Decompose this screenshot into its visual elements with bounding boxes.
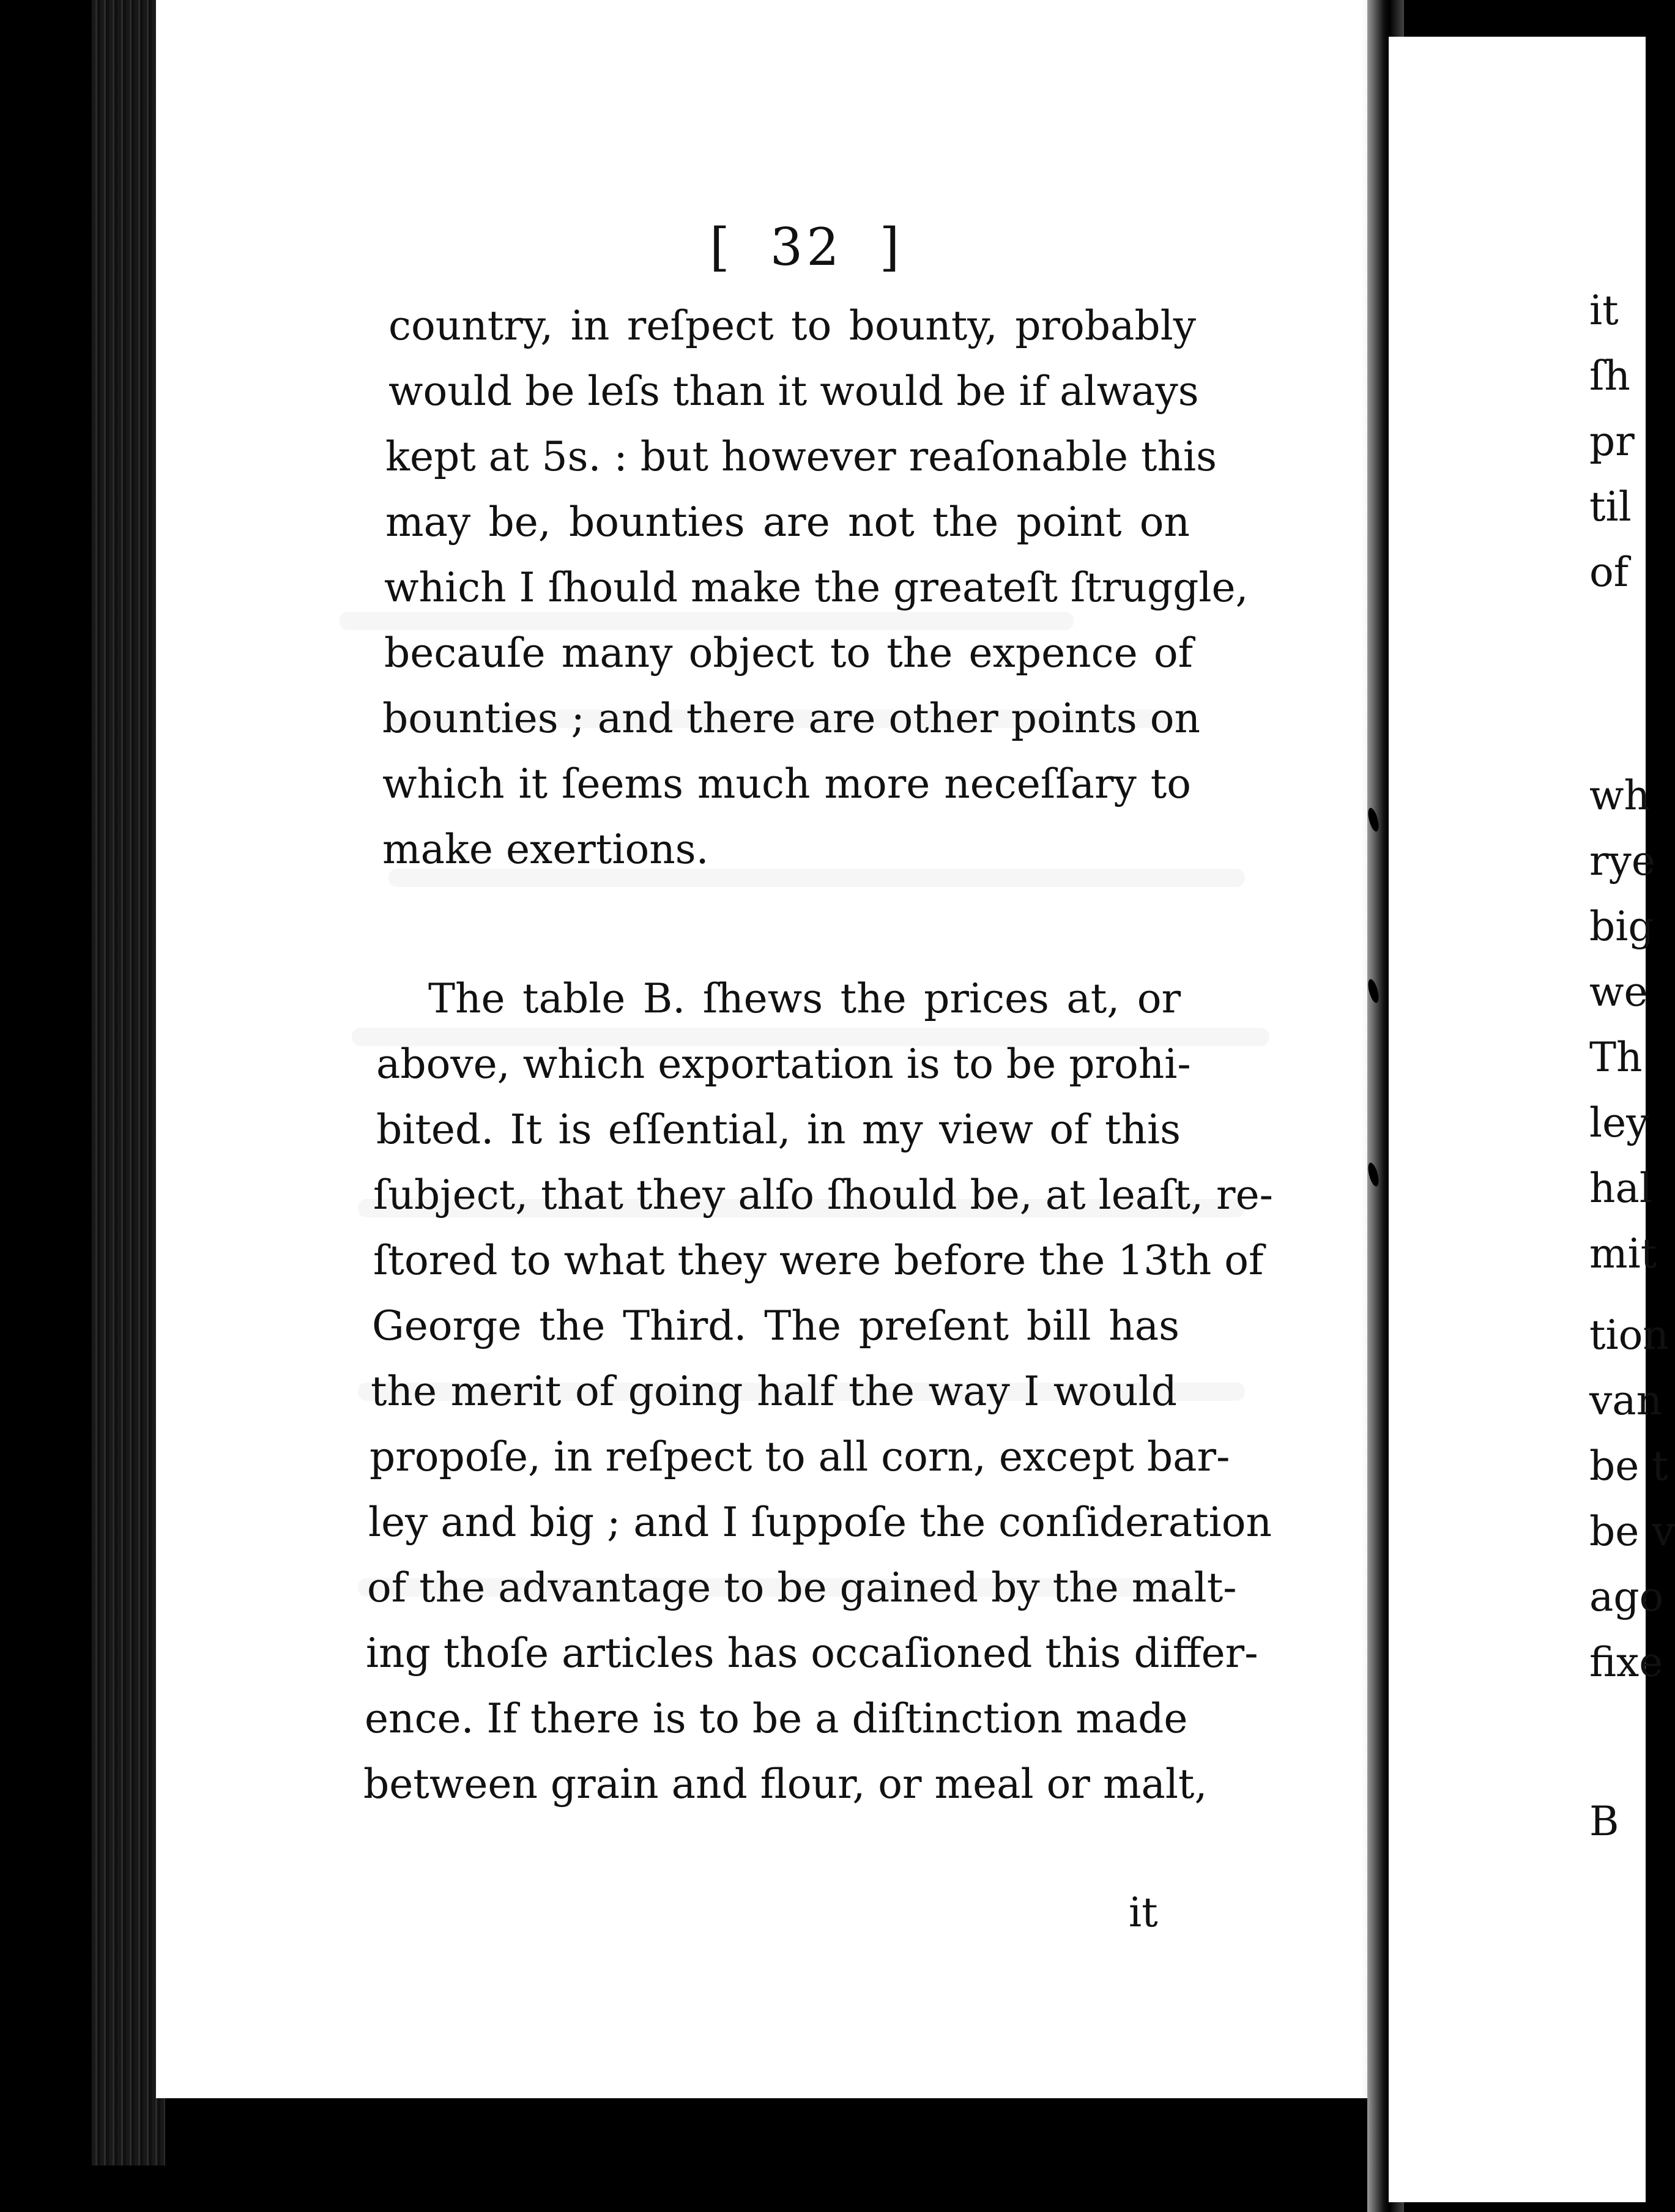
bleed-through [340,612,1074,630]
facing-fragment: ſh [1589,352,1630,399]
catchword: it [1129,1889,1158,1936]
text-line: make exertions. [382,826,709,873]
text-line: may be, bounties are not the point on [385,499,1190,546]
close-bracket: ] [879,217,904,277]
facing-fragment: big [1589,903,1654,950]
text-line: ing thoſe articles has occaſioned this differ- [366,1630,1258,1677]
facing-fragment: we [1589,968,1648,1015]
text-line: propoſe, in reſpect to all corn, except bar- [370,1433,1230,1480]
text-line: which I ſhould make the greateſt ſtruggle, [384,564,1249,611]
text-line: kept at 5s. : but however reaſonable this [385,433,1217,480]
facing-fragment: wh [1589,772,1650,819]
text-line: bounties ; and there are other points on [382,695,1201,742]
text-line: becauſe many object to the expence of [384,629,1193,677]
text-line: which it ſeems much more neceſſary to [382,760,1191,807]
text-line: of the advantage to be gained by the malt- [367,1564,1237,1611]
facing-fragment: van [1589,1377,1663,1424]
facing-fragment: of [1589,549,1629,596]
facing-fragment: til [1589,483,1632,530]
facing-fragment: mit [1589,1230,1657,1277]
text-line: the merit of going half the way I would [371,1368,1177,1415]
facing-fragment: it [1589,287,1619,334]
text-line: country, in reſpect to bounty, probably [388,302,1196,349]
text-line: The table B. ſhews the prices at, or [428,975,1181,1022]
facing-fragment: tion [1589,1312,1669,1359]
open-bracket: [ [710,217,734,277]
text-line: ence. If there is to be a diſtinction made [365,1695,1188,1742]
text-line: bited. It is eſſential, in my view of this [376,1106,1181,1153]
facing-fragment: Th [1589,1034,1643,1081]
text-line: would be leſs than it would be if always [388,368,1199,415]
facing-fragment: ago [1589,1573,1664,1620]
text-line: George the Third. The preſent bill has [372,1302,1179,1349]
facing-fragment: be t [1589,1442,1668,1490]
facing-fragment: B [1589,1798,1619,1845]
facing-fragment: ley [1589,1099,1649,1146]
facing-fragment: pr [1589,418,1635,465]
page-edges [92,0,165,2166]
text-line: ſtored to what they were before the 13th of [373,1237,1264,1284]
text-line: above, which exportation is to be prohi- [376,1041,1191,1088]
running-head [710,217,903,277]
text-line: ſubject, that they alſo ſhould be, at leaſt, re- [373,1171,1273,1219]
facing-fragment: be v [1589,1508,1675,1555]
text-line: ley and big ; and I ſuppoſe the conſideration [368,1499,1272,1546]
facing-fragment: hal [1589,1165,1652,1212]
facing-fragment: fixe [1589,1639,1663,1686]
page-number: 32 [770,217,843,277]
text-line: between grain and flour, or meal or malt, [363,1761,1208,1808]
facing-fragment: rye [1589,837,1655,885]
